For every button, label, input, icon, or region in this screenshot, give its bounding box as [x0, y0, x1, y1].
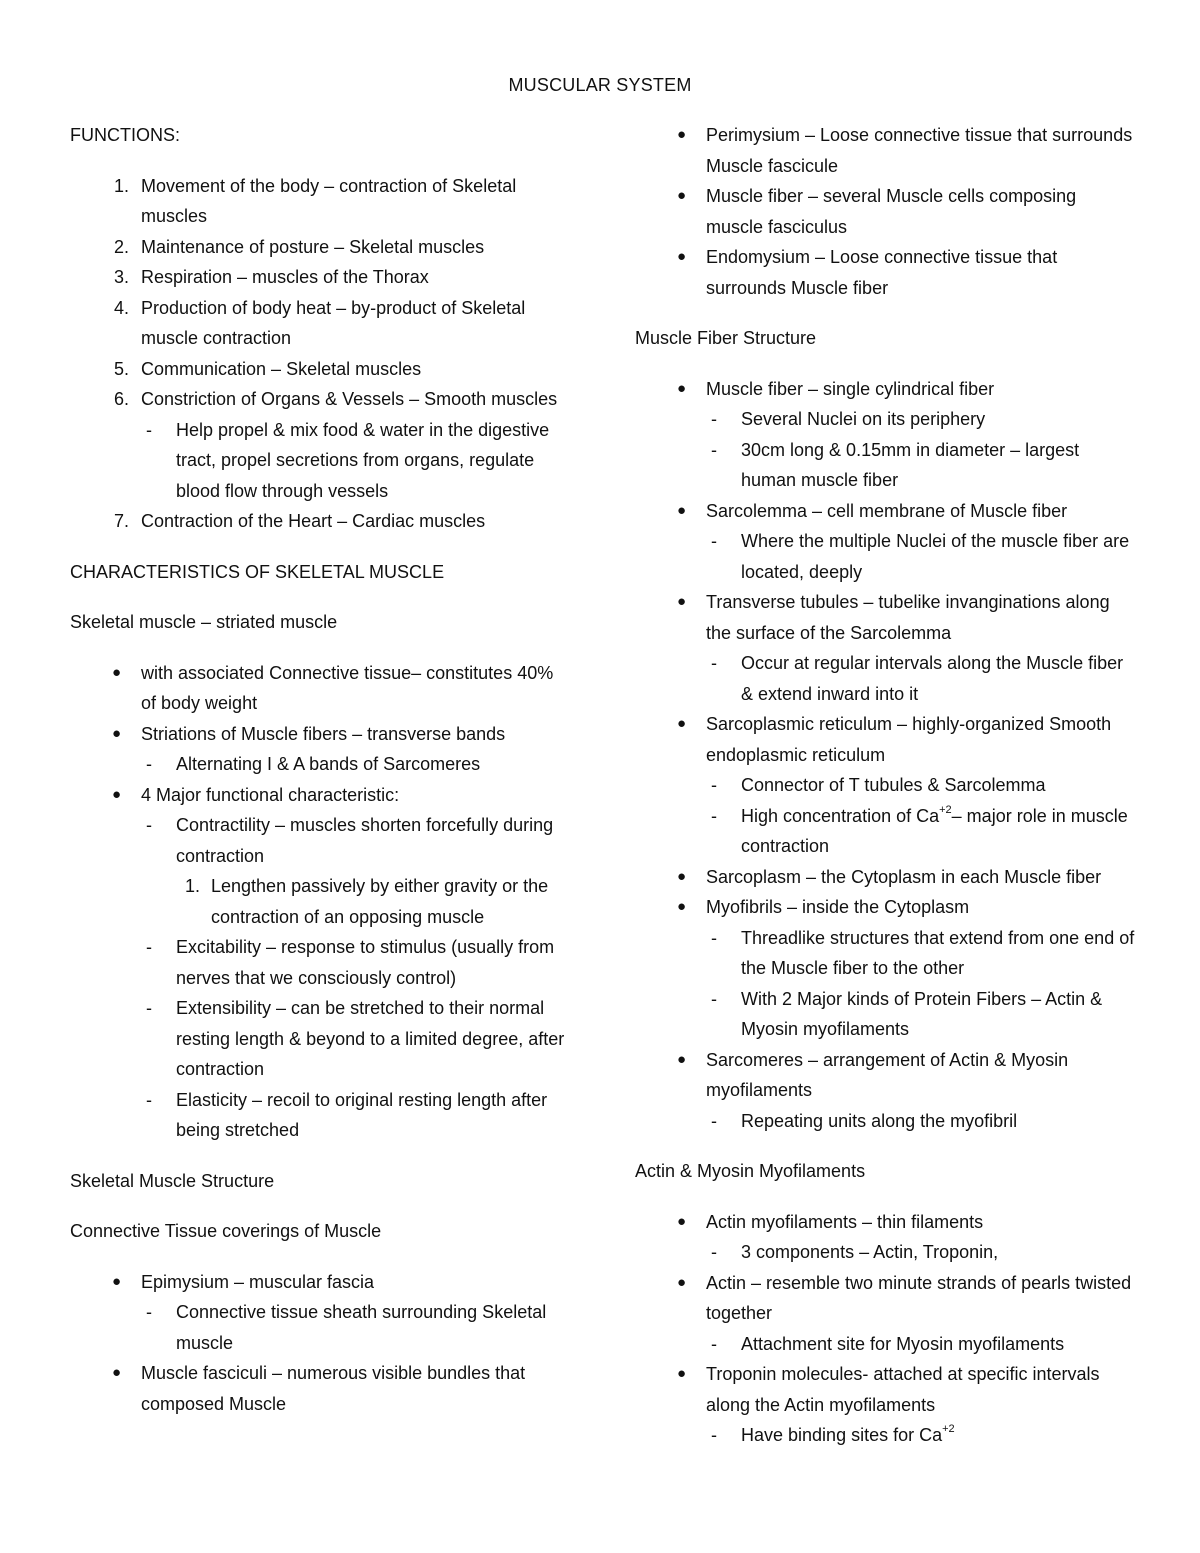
- bullet-icon: ●: [677, 715, 687, 732]
- sub-list-item: - Connector of T tubules & Sarcolemma: [711, 775, 1046, 795]
- sub-list-item: - Elasticity – recoil to original resting length after being stretched: [146, 1089, 548, 1140]
- sub-sub-list-item: 1. Lengthen passively by either gravity or the contraction of an opposing muscle: [184, 876, 549, 927]
- actin-myosin-heading: Actin & Myosin Myofilaments: [635, 1161, 866, 1181]
- sub-list-item: - Have binding sites for $Ca^{+2}$: [711, 1423, 955, 1445]
- bullet-icon: ●: [112, 1272, 122, 1290]
- list-item: 6. Constriction of Organs & Vessels – Smooth muscles: [113, 389, 558, 409]
- striated-heading: Skeletal muscle – striated muscle: [70, 612, 338, 632]
- sub-list-item: - High concentration of $Ca^{+2}-$ major role in muscle contraction: [711, 803, 1128, 856]
- sub-list-item: - Help propel & mix food & water in the digestive tract, propel secretions from organs, regulate blood flow through vessels: [146, 419, 550, 501]
- list-item: ● 4 Major functional characteristic:: [70, 780, 570, 811]
- characteristics-list: [70, 658, 570, 1146]
- list-item: 2. Maintenance of posture – Skeletal muscles: [113, 236, 485, 257]
- list-item: ● Actin myofilaments – thin filaments: [635, 1207, 1135, 1238]
- bullet-icon: ●: [112, 785, 122, 803]
- sub-list-item: - Alternating I & A bands of Sarcomeres: [146, 754, 481, 774]
- bullet-icon: ●: [677, 187, 687, 204]
- sub-list-item: - Occur at regular intervals along the Muscle fiber & extend inward into it: [711, 653, 1124, 704]
- right-column: [635, 120, 1135, 1471]
- coverings-heading: Connective Tissue coverings of Muscle: [70, 1221, 382, 1241]
- left-column: [70, 120, 570, 1439]
- list-item: 3. Respiration – muscles of the Thorax: [113, 267, 429, 287]
- sub-list-item: - Attachment site for Myosin myofilaments: [711, 1333, 1065, 1354]
- list-item: ● Sarcolemma – cell membrane of Muscle fiber: [635, 496, 1135, 527]
- structure-heading: Skeletal Muscle Structure: [70, 1170, 275, 1191]
- coverings-list: [70, 1267, 570, 1420]
- bullet-icon: ●: [677, 501, 687, 519]
- sub-list-item: - 3 components – Actin, Troponin,: [711, 1242, 999, 1262]
- sub-list-item: - Repeating units along the myofibril: [711, 1110, 1018, 1131]
- fiber-structure-list: [635, 374, 1135, 1137]
- list-item: ● Sarcomeres – arrangement of Actin & Myosin myofilaments: [635, 1045, 1135, 1106]
- page-title: MUSCULAR SYSTEM: [508, 75, 692, 95]
- list-item: 1. Movement of the body – contraction of Skeletal muscles: [113, 175, 517, 226]
- functions-heading: FUNCTIONS:: [70, 125, 180, 145]
- bullet-icon: ●: [677, 1273, 687, 1291]
- bullet-icon: ●: [677, 1365, 687, 1382]
- list-item: 7. Contraction of the Heart – Cardiac muscles: [113, 511, 486, 531]
- bullet-icon: ●: [112, 724, 122, 742]
- coverings-list-cont: [635, 120, 1135, 303]
- bullet-icon: ●: [112, 663, 122, 681]
- list-item: ● Striations of Muscle fibers – transverse bands: [70, 719, 570, 750]
- bullet-icon: ●: [677, 1050, 687, 1068]
- sub-list-item: - With 2 Major kinds of Protein Fibers – Actin & Myosin myofilaments: [711, 988, 1103, 1039]
- list-item: ● Sarcoplasm – the Cytoplasm in each Muscle fiber: [635, 862, 1135, 893]
- list-item: 5. Communication – Skeletal muscles: [113, 358, 422, 379]
- bullet-icon: ●: [677, 898, 687, 915]
- list-item: ● Muscle fiber – single cylindrical fiber: [635, 374, 1135, 405]
- list-item: ● Actin – resemble two minute strands of pearls twisted together: [635, 1268, 1135, 1329]
- list-item: ● Muscle fasciculi – numerous visible bundles that composed Muscle: [70, 1358, 570, 1419]
- list-item: ● Myofibrils – inside the Cytoplasm: [635, 892, 1135, 923]
- sub-list-item: - Extensibility – can be stretched to their normal resting length & beyond to a limited degree, after contraction: [146, 998, 565, 1079]
- list-item: ● Perimysium – Loose connective tissue that surrounds Muscle fascicule: [635, 120, 1135, 181]
- actin-myosin-list: [635, 1207, 1135, 1451]
- sub-list-item: - Excitability – response to stimulus (usually from nerves that we consciously control): [146, 937, 555, 988]
- characteristics-heading: CHARACTERISTICS OF SKELETAL MUSCLE: [70, 561, 445, 582]
- sub-list-item: - Threadlike structures that extend from one end of the Muscle fiber to the other: [711, 927, 1135, 978]
- bullet-icon: ●: [677, 593, 687, 610]
- sub-list-item: - Connective tissue sheath surrounding Skeletal muscle: [146, 1302, 547, 1353]
- fiber-structure-heading: Muscle Fiber Structure: [635, 328, 817, 348]
- bullet-icon: ●: [677, 1212, 687, 1230]
- bullet-icon: ●: [677, 867, 687, 885]
- list-item: 4. Production of body heat – by-product of Skeletal muscle contraction: [113, 297, 526, 348]
- bullet-icon: ●: [677, 379, 687, 397]
- list-item: ● Muscle fiber – several Muscle cells composing muscle fasciculus: [635, 181, 1135, 242]
- list-item: ● with associated Connective tissue– constitutes 40% of body weight: [70, 658, 570, 719]
- sub-list-item: - Contractility – muscles shorten forcefully during contraction: [146, 815, 554, 866]
- sub-list-item: - 30cm long & 0.15mm in diameter – largest human muscle fiber: [711, 439, 1080, 490]
- list-item: ● Endomysium – Loose connective tissue that surrounds Muscle fiber: [635, 242, 1135, 303]
- functions-list: [70, 171, 570, 537]
- sub-list-item: - Where the multiple Nuclei of the muscle fiber are located, deeply: [711, 531, 1130, 582]
- list-item: ● Sarcoplasmic reticulum – highly-organized Smooth endoplasmic reticulum: [635, 709, 1135, 770]
- bullet-icon: ●: [112, 1364, 122, 1381]
- list-item: ● Troponin molecules- attached at specific intervals along the Actin myofilaments: [635, 1359, 1135, 1420]
- sub-list-item: - Several Nuclei on its periphery: [711, 409, 986, 429]
- bullet-icon: ●: [677, 248, 687, 265]
- bullet-icon: ●: [677, 126, 687, 143]
- list-item: ● Epimysium – muscular fascia: [70, 1267, 570, 1298]
- list-item: ● Transverse tubules – tubelike invanginations along the surface of the Sarcolemma: [635, 587, 1135, 648]
